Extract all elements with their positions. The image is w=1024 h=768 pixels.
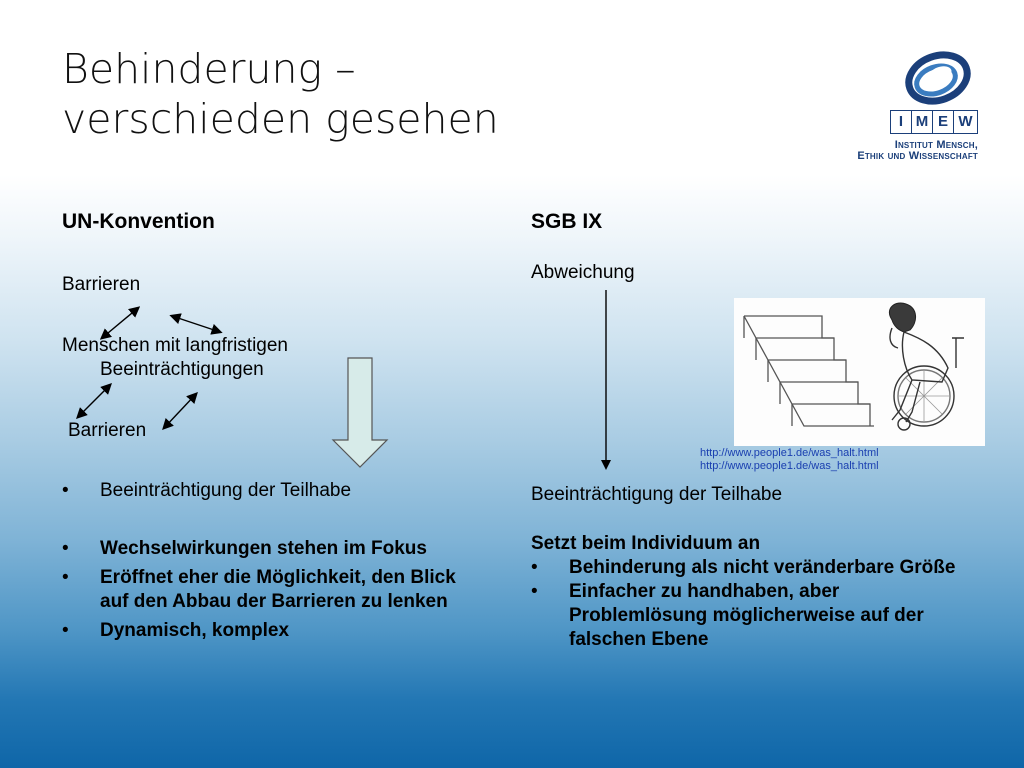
image-source-link[interactable]: http://www.people1.de/was_halt.html [700,447,879,459]
title-line-2: verschieden gesehen [62,95,499,143]
institute-name-line-1: Institut Mensch, [894,139,978,151]
beeintraechtigung-label: Beeinträchtigung der Teilhabe [531,484,783,505]
arrow-menschen-barrieren-left [78,385,110,417]
right-bullet-block [531,532,991,652]
list-item [62,620,502,642]
bullet-dot: • [62,480,69,501]
bullet-text: Wechselwirkungen stehen im Fokus [100,538,427,559]
down-arrow-line [596,290,616,472]
logo-letter: I [891,111,912,133]
un-konvention-heading: UN-Konvention [62,210,215,233]
logo-letter: W [958,113,973,130]
left-bullet-list [62,480,502,642]
stairs-wheelchair-image [734,298,985,446]
individuum-subheading: Setzt beim Individuum an [531,533,761,554]
bullet-text: Dynamisch, komplex [100,620,290,641]
list-item [531,580,991,652]
list-item [531,556,991,580]
bullet-dot: • [531,581,538,602]
menschen-line-1: Menschen mit langfristigen [62,335,288,356]
bullet-text: Eröffnet eher die Möglichkeit, den Blick auf den Abbau der Barrieren zu lenken [100,567,456,612]
institute-name-line-2: Ethik und Wissenschaft [857,150,978,162]
interaction-arrows [60,300,240,440]
down-block-arrow-icon [330,356,390,470]
title-line-1: Behinderung – [62,45,356,93]
imew-logo-swirl-icon [900,48,972,108]
bullet-dot: • [62,538,69,559]
abweichung-label: Abweichung [531,262,635,283]
imew-logo-letters [890,110,978,134]
institute-name [838,140,978,162]
bullet-dot: • [531,557,538,578]
list-item [62,480,502,502]
bullet-text: Beeinträchtigung der Teilhabe [100,480,352,501]
menschen-line-2: Beeinträchtigungen [100,359,264,380]
logo-letter: M [912,111,933,133]
bullet-dot: • [62,620,69,641]
slide-title [62,44,499,144]
bullet-dot: • [62,567,69,588]
arrow-barrieren-menschen-left [102,308,138,338]
arrow-menschen-barrieren-right [164,394,196,428]
image-source-link[interactable]: http://www.people1.de/was_halt.html [700,460,879,472]
bullet-text: Behinderung als nicht veränderbare Größe [569,557,956,578]
barrieren-top-label: Barrieren [62,274,141,295]
list-item [62,538,502,560]
logo-letter: E [933,111,954,133]
bullet-text: Einfacher zu handhaben, aber Problemlösung möglicherweise auf der falschen Ebene [569,581,924,650]
barrieren-bottom-label: Barrieren [68,420,147,441]
sgb-ix-heading: SGB IX [531,210,603,233]
stairs-wheelchair-drawing [734,298,985,446]
list-item [62,566,502,614]
arrow-barrieren-menschen-right [172,316,220,332]
